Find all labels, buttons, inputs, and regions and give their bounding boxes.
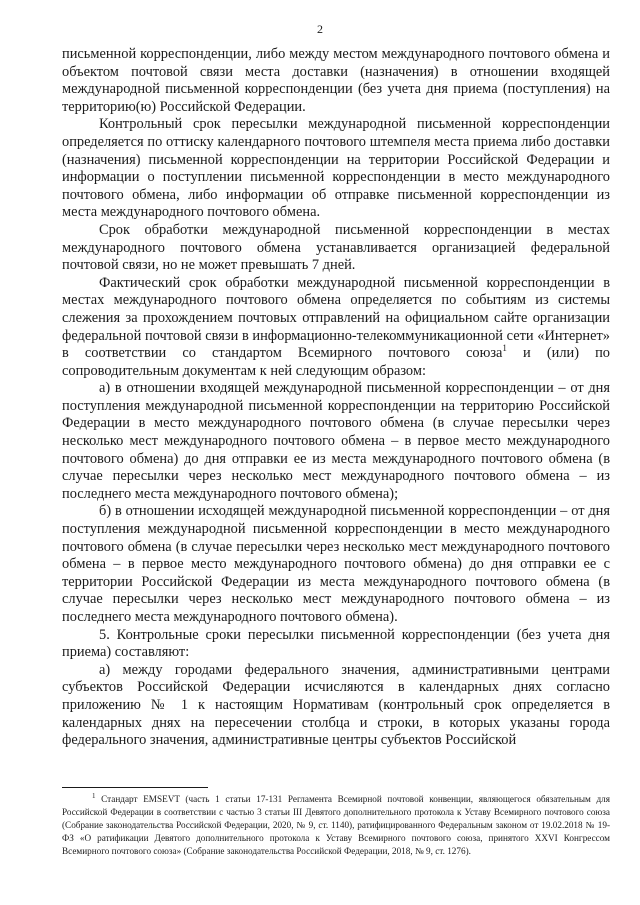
paragraph-actual-processing-term	[62, 275, 610, 381]
paragraph-outgoing-item-b: б) в отношении исходящей международной письменной корреспонденции – от дня поступления международной письменной корреспонденции в место международного почтового обмена (в случае пересылки через несколько мест международного почтового обмена – в первое место международного почтового обмена) до дня отправки ее с территории Российской Федерации из места международного почтового обмена (в случае пересылки через несколько мест международного почтового обмена – из последнего места международного почтового обмена).	[62, 503, 610, 625]
footnote-body: Стандарт EMSEVT (часть 1 статьи 17-131 Регламента Всемирной почтовой конвенции, являющегося обязательным для Российской Федерации в соответствии с частью 3 статьи III Девятого дополнительного протокола к Уставу Всемирного почтового союза (Собрание законодательства Российской Федерации, 2020, № 9, ст. 1140), ратифицированного Федеральным законом от 19.02.2018 № 19-ФЗ «О ратификации Девятого дополнительного протокола к Уставу Всемирного почтового союза, принятого XXVI Конгрессом Всемирного почтового союза» (Собрание законодательства Российской Федерации, 2018, № 9, ст. 1276).	[62, 794, 610, 856]
footnote-marker: 1	[92, 791, 96, 800]
footnote-divider	[62, 787, 208, 788]
paragraph-section-5: 5. Контрольные сроки пересылки письменной корреспонденции (без учета дня приема) составляют:	[62, 626, 610, 661]
paragraph-text: Фактический срок обработки международной письменной корреспонденции в местах международного почтового обмена определяется по событиям из системы слежения за прохождением почтовых отправлений на официальном сайте организации федеральной почтовой связи в информационно-телекоммуникационной сети «Интернет» в соответствии со стандартом Всемирного почтового союза	[62, 274, 610, 362]
paragraph-item-a-cities: а) между городами федерального значения, административными центрами субъектов Российской Федерации исчисляются в календарных днях согласно приложению № 1 к настоящим Нормативам (контрольный срок определяется в календарных днях на пересечении столбца и строки, в которых указаны города федерального значения, административные центры субъектов Российской	[62, 661, 610, 749]
paragraph-text: и (или) по сопроводительным документам к ней следующим образом:	[62, 345, 610, 379]
paragraph-incoming-item-a: а) в отношении входящей международной письменной корреспонденции – от дня поступления международной письменной корреспонденции на территорию Российской Федерации в место международного почтового обмена (в случае пересылки через несколько мест международного почтового обмена – в первое место международного почтового обмена) до дня отправки ее из места международного почтового обмена (в случае пересылки через несколько мест международного почтового обмена – из последнего места международного почтового обмена);	[62, 380, 610, 502]
page-number: 2	[317, 22, 323, 36]
paragraph-continuation: письменной корреспонденции, либо между местом международного почтового обмена и объектом почтовой связи места доставки (назначения) в отношении входящей международной письменной корреспонденции (без учета дня приема (поступления) на территорию(ю) Российской Федерации.	[62, 46, 610, 115]
footnote-reference[interactable]: 1	[502, 343, 507, 354]
paragraph-processing-term: Срок обработки международной письменной корреспонденции в местах международного почтового обмена устанавливается организацией федеральной почтовой связи, но не может превышать 7 дней.	[62, 221, 610, 274]
document-body	[62, 46, 610, 750]
footnote-text	[62, 793, 610, 858]
paragraph-control-term-definition: Контрольный срок пересылки международной письменной корреспонденции определяется по оттиску календарного почтового штемпеля места приема либо доставки (назначения) письменной корреспонденции на территории Российской Федерации и информации о поступлении письменной корреспонденции в место международного почтового обмена, либо информации об отправке письменной корреспонденции из места международного почтового обмена.	[62, 116, 610, 221]
footnote	[62, 793, 610, 858]
